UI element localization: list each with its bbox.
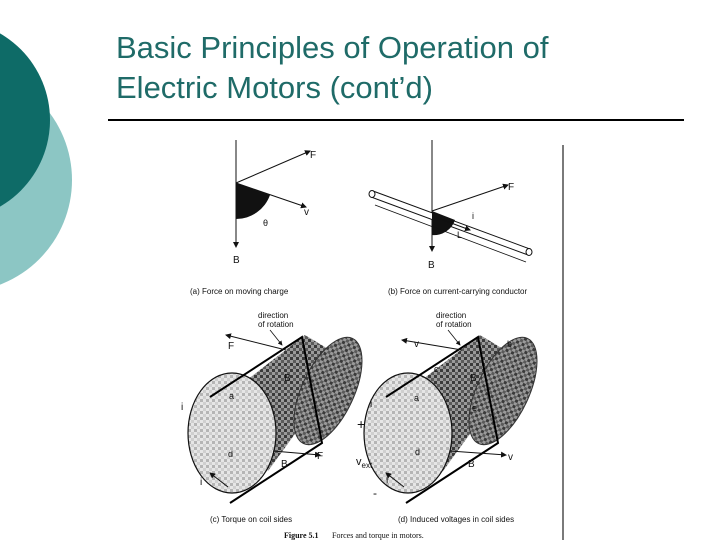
panel-c-caption: (c) Torque on coil sides [210, 515, 293, 524]
panel-d-label-a: a [414, 393, 420, 403]
panel-c-force-top-vector [226, 335, 286, 350]
panel-b-label-B: B [428, 260, 435, 271]
panel-d-label-d: d [415, 447, 421, 457]
panel-a-label-v: v [304, 207, 309, 218]
panel-b [369, 140, 532, 296]
panel-d-label-e: e [472, 403, 478, 413]
panel-d-label-i-left: i [370, 399, 373, 410]
panel-c-label-B-top: B [284, 373, 291, 384]
panel-d-cylinder-front [364, 373, 452, 493]
panel-d-label-v-bottom: v [508, 452, 513, 463]
figure-drawing [170, 135, 570, 540]
panel-d-label-b: b [507, 339, 513, 349]
panel-d-label-plus: + [357, 416, 366, 432]
motor-principles-figure [170, 135, 570, 540]
panel-d-label-v-top: v [414, 339, 419, 350]
slide-title-line-1: Basic Principles of Operation of [116, 30, 549, 65]
panel-d-label-B-bottom: B [468, 459, 475, 470]
panel-c-label-F-top: F [228, 341, 235, 352]
panel-c-label-B-bottom: B [281, 459, 288, 470]
panel-d-velocity-bottom-vector [450, 451, 506, 455]
panel-d-caption: (d) Induced voltages in coil sides [398, 515, 515, 524]
panel-d-rotation-label: of rotation [436, 320, 472, 329]
panel-c-label-F-bottom: F [317, 451, 324, 462]
panel-b-label-F: F [508, 182, 515, 193]
slide-title-line-2: Electric Motors (cont’d) [116, 70, 433, 105]
panel-c [181, 311, 376, 524]
panel-b-caption: (b) Force on current-carrying conductor [388, 287, 528, 296]
panel-c-direction-label: direction [258, 311, 289, 320]
figure-caption: Forces and torque in motors. [332, 531, 424, 540]
panel-b-label-i: i [472, 211, 474, 221]
panel-c-rotation-arrow [270, 330, 282, 345]
panel-b-length-line [375, 205, 526, 262]
panel-d-label-c: c [434, 364, 439, 374]
panel-c-label-d: d [228, 449, 234, 459]
panel-a-label-theta: θ [263, 218, 269, 228]
panel-d-label-minus: - [373, 486, 377, 500]
panel-d-velocity-top-vector [402, 340, 462, 350]
panel-b-label-L: L [457, 230, 463, 240]
panel-b-rod-end-right [526, 249, 532, 256]
panel-c-label-i-bottom: i [200, 477, 203, 488]
title-divider [108, 119, 684, 121]
panel-d-direction-label: direction [436, 311, 467, 320]
panel-d-rotation-arrow [448, 330, 460, 345]
panel-d-label-i-bottom: i [386, 475, 389, 486]
panel-d-label-vext: $v_{ext}$ [356, 456, 373, 470]
panel-a-label-B: B [233, 255, 240, 266]
slide-title [116, 28, 696, 108]
panel-c-rotation-label: of rotation [258, 320, 294, 329]
panel-d [356, 311, 551, 524]
panel-c-label-i-left: i [181, 402, 184, 413]
panel-b-rod-end-left [369, 191, 375, 198]
panel-b-force-vector [432, 185, 508, 211]
panel-a-force-vector [236, 151, 310, 183]
panel-c-label-a: a [229, 391, 235, 401]
panel-a-caption: (a) Force on moving charge [190, 287, 289, 296]
panel-a-label-F: F [310, 150, 317, 161]
decorative-circles [0, 0, 110, 300]
panel-d-label-B-top: B [470, 373, 477, 384]
panel-a [190, 140, 316, 296]
figure-number: Figure 5.1 [284, 531, 319, 540]
